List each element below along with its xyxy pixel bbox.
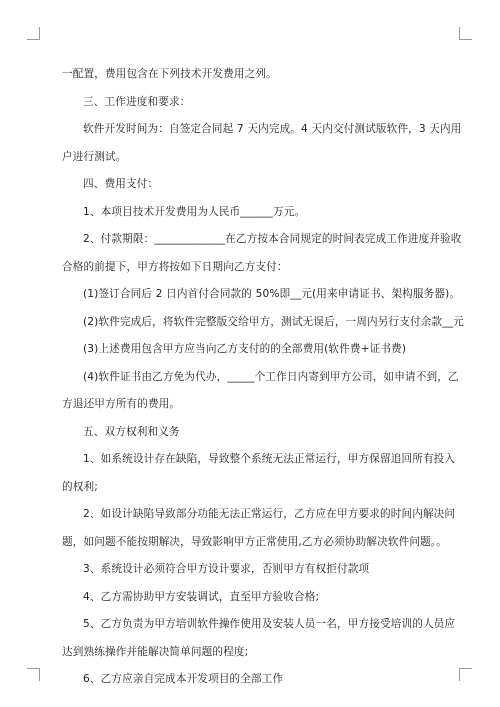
- text-line: (1)签订合同后 2 日内首付合同款的 50%即__元(用来申请证书、架构服务器)。: [83, 288, 461, 300]
- text-line: 三、工作进度和要求：: [83, 95, 191, 108]
- crop-mark-bottom-right: [459, 668, 472, 681]
- text-line: 1、如系统设计存在缺陷，导致整个系统无法正常运行，甲方保留追回所有投入: [83, 453, 456, 465]
- text-line: 户进行测试。: [62, 150, 127, 163]
- crop-mark-top-left: [27, 27, 40, 40]
- text-line: 软件开发时间为：自签定合同起 7 天内完成。4 天内交付测试版软件，3 天内用: [83, 123, 462, 135]
- text-line: 题，如问题不能按期解决，导致影响甲方正常使用,乙方必须协助解决软件问题。。: [62, 535, 447, 548]
- text-line: 五、双方权利和义务: [83, 425, 180, 438]
- text-line: 四、费用支付：: [83, 178, 159, 190]
- crop-mark-bottom-left: [27, 668, 40, 681]
- document-body: [62, 61, 464, 694]
- text-line: 达到熟练操作并能解决简单问题的程度;: [62, 645, 249, 658]
- text-line: 合格的前提下，甲方将按如下日期向乙方支付：: [62, 260, 288, 273]
- crop-mark-top-right: [459, 27, 472, 40]
- text-line: (3)上述费用包含甲方应当向乙方支付的的全部费用(软件费+证书费): [83, 343, 407, 355]
- text-line: 6、乙方应亲自完成本开发项目的全部工作: [83, 673, 284, 685]
- text-line: (4)软件证书由乙方免为代办，_____个工作日内寄到甲方公司，如申请不到，乙: [83, 370, 459, 383]
- text-line: (2)软件完成后，将软件完整版交给甲方，测试无误后，一周内另行支付余款__元: [83, 315, 464, 328]
- text-line: 的权利;: [62, 480, 98, 493]
- text-line: 方退还甲方所有的费用。: [62, 398, 181, 410]
- text-line: 4、乙方需协助甲方安装调试，直至甲方验收合格;: [83, 590, 320, 603]
- text-line: 5、乙方负责为甲方培训软件操作使用及安装人员一名，甲方接受培训的人员应: [83, 618, 456, 630]
- text-line: 2、付款期限：_____________在乙方按本合同规定的时间表完成工作进度并验收: [83, 233, 462, 245]
- text-line: 1、本项目技术开发费用为人民币______万元。: [83, 205, 306, 218]
- text-line: 一配置，费用包含在下列技术开发费用之列。: [62, 68, 277, 80]
- text-line: 3、系统设计必须符合甲方设计要求，否则甲方有权拒付款项: [83, 563, 370, 575]
- text-line: 2、如设计缺陷导致部分功能无法正常运行，乙方应在甲方要求的时间内解决问: [83, 508, 456, 520]
